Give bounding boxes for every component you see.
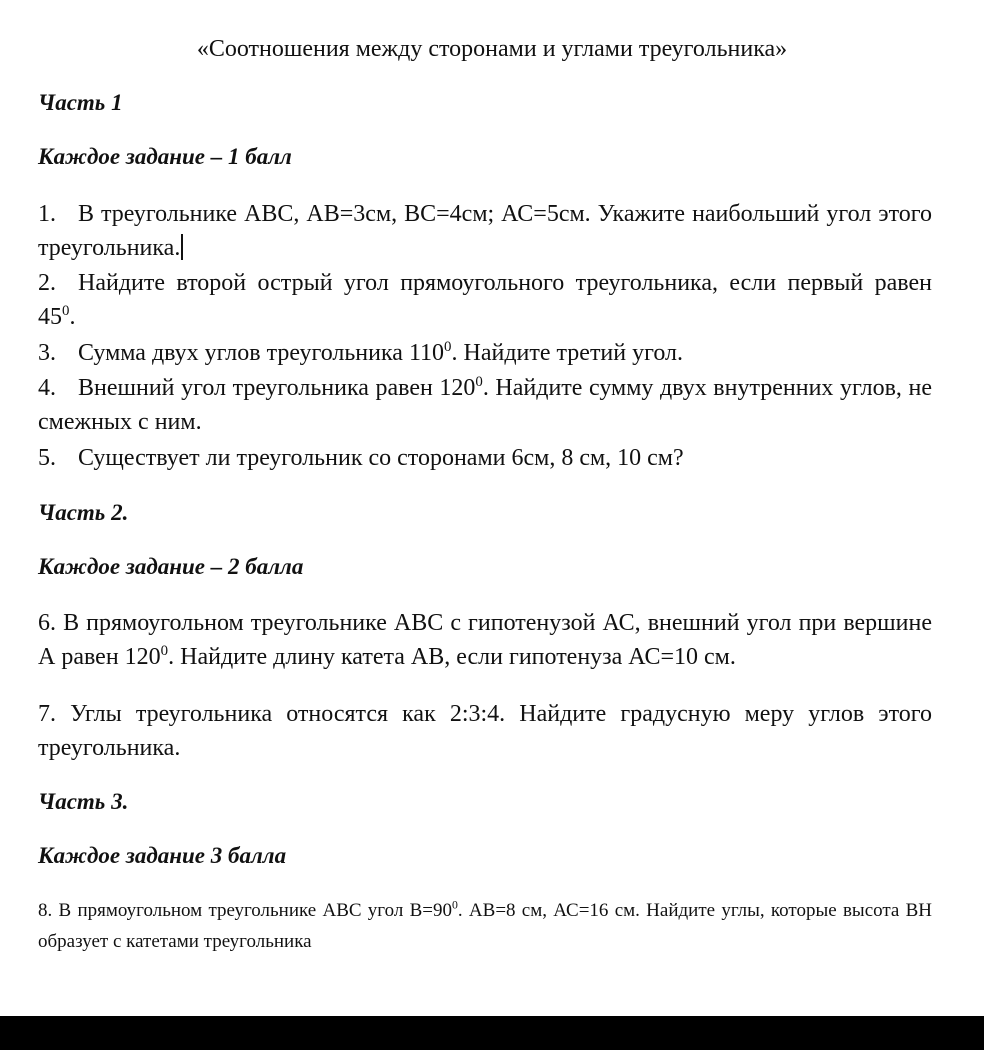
task-6 xyxy=(38,606,932,674)
task-number: 6. xyxy=(38,610,56,636)
task-text-end: . Найдите сумму двух внутренних углов, не смежных с ним. xyxy=(38,375,932,435)
task-number: 8. xyxy=(38,900,53,921)
degree-superscript: 0 xyxy=(475,373,483,390)
task-text-end: . Найдите третий угол. xyxy=(451,340,684,366)
task-number: 1. xyxy=(38,201,56,227)
part-3-heading: Часть 3. xyxy=(38,789,129,814)
task-text: В треугольнике АВС, АВ=3см, ВС=4см; АС=5см. Укажите наибольший угол этого треугольника. xyxy=(38,201,932,261)
task-text: Существует ли треугольник со сторонами 6см, 8 см, 10 см? xyxy=(78,445,684,471)
task-7 xyxy=(38,697,932,765)
part-1-heading: Часть 1 xyxy=(38,90,123,115)
task-number: 4. xyxy=(38,375,56,401)
degree-superscript: 0 xyxy=(444,338,452,355)
degree-superscript: 0 xyxy=(62,302,70,319)
task-text-end: . xyxy=(69,304,76,330)
task-8 xyxy=(38,895,932,957)
task-number: 7. xyxy=(38,701,56,727)
task-text: В прямоугольном треугольнике АВС угол В=90 xyxy=(58,900,453,921)
task-text: Сумма двух углов треугольника 110 xyxy=(78,340,445,366)
task-1 xyxy=(38,197,932,265)
task-text: Найдите второй острый угол прямоугольного треугольника, если первый равен 45 xyxy=(38,270,932,330)
task-number: 5. xyxy=(38,445,56,471)
part-1-subheading: Каждое задание – 1 балл xyxy=(38,144,292,169)
task-5 xyxy=(38,441,932,475)
task-text: Углы треугольника относятся как 2:3:4. Найдите градусную меру углов этого треугольника. xyxy=(38,701,932,761)
task-text-end: . Найдите длину катета АВ, если гипотенуза АС=10 см. xyxy=(168,644,736,670)
task-number: 2. xyxy=(38,270,56,296)
part-2-subheading: Каждое задание – 2 балла xyxy=(38,554,304,579)
task-4 xyxy=(38,371,932,439)
task-text: Внешний угол треугольника равен 120 xyxy=(78,375,476,401)
degree-superscript: 0 xyxy=(452,898,458,912)
task-text-end: . АВ=8 см, АС=16 см. Найдите углы, которые высота ВН образует с катетами треугольника xyxy=(38,900,932,952)
degree-superscript: 0 xyxy=(160,642,169,659)
bottom-black-bar xyxy=(0,1016,984,1050)
part-2-heading: Часть 2. xyxy=(38,500,129,525)
task-text: В прямоугольном треугольнике АВС с гипотенузой АС, внешний угол при вершине А равен 120 xyxy=(38,610,932,670)
task-3 xyxy=(38,336,932,370)
document-title: «Соотношения между сторонами и углами треугольника» xyxy=(196,36,788,62)
part-3-subheading: Каждое задание 3 балла xyxy=(38,843,287,868)
task-2 xyxy=(38,266,932,334)
task-number: 3. xyxy=(38,340,56,366)
text-cursor xyxy=(181,234,183,260)
